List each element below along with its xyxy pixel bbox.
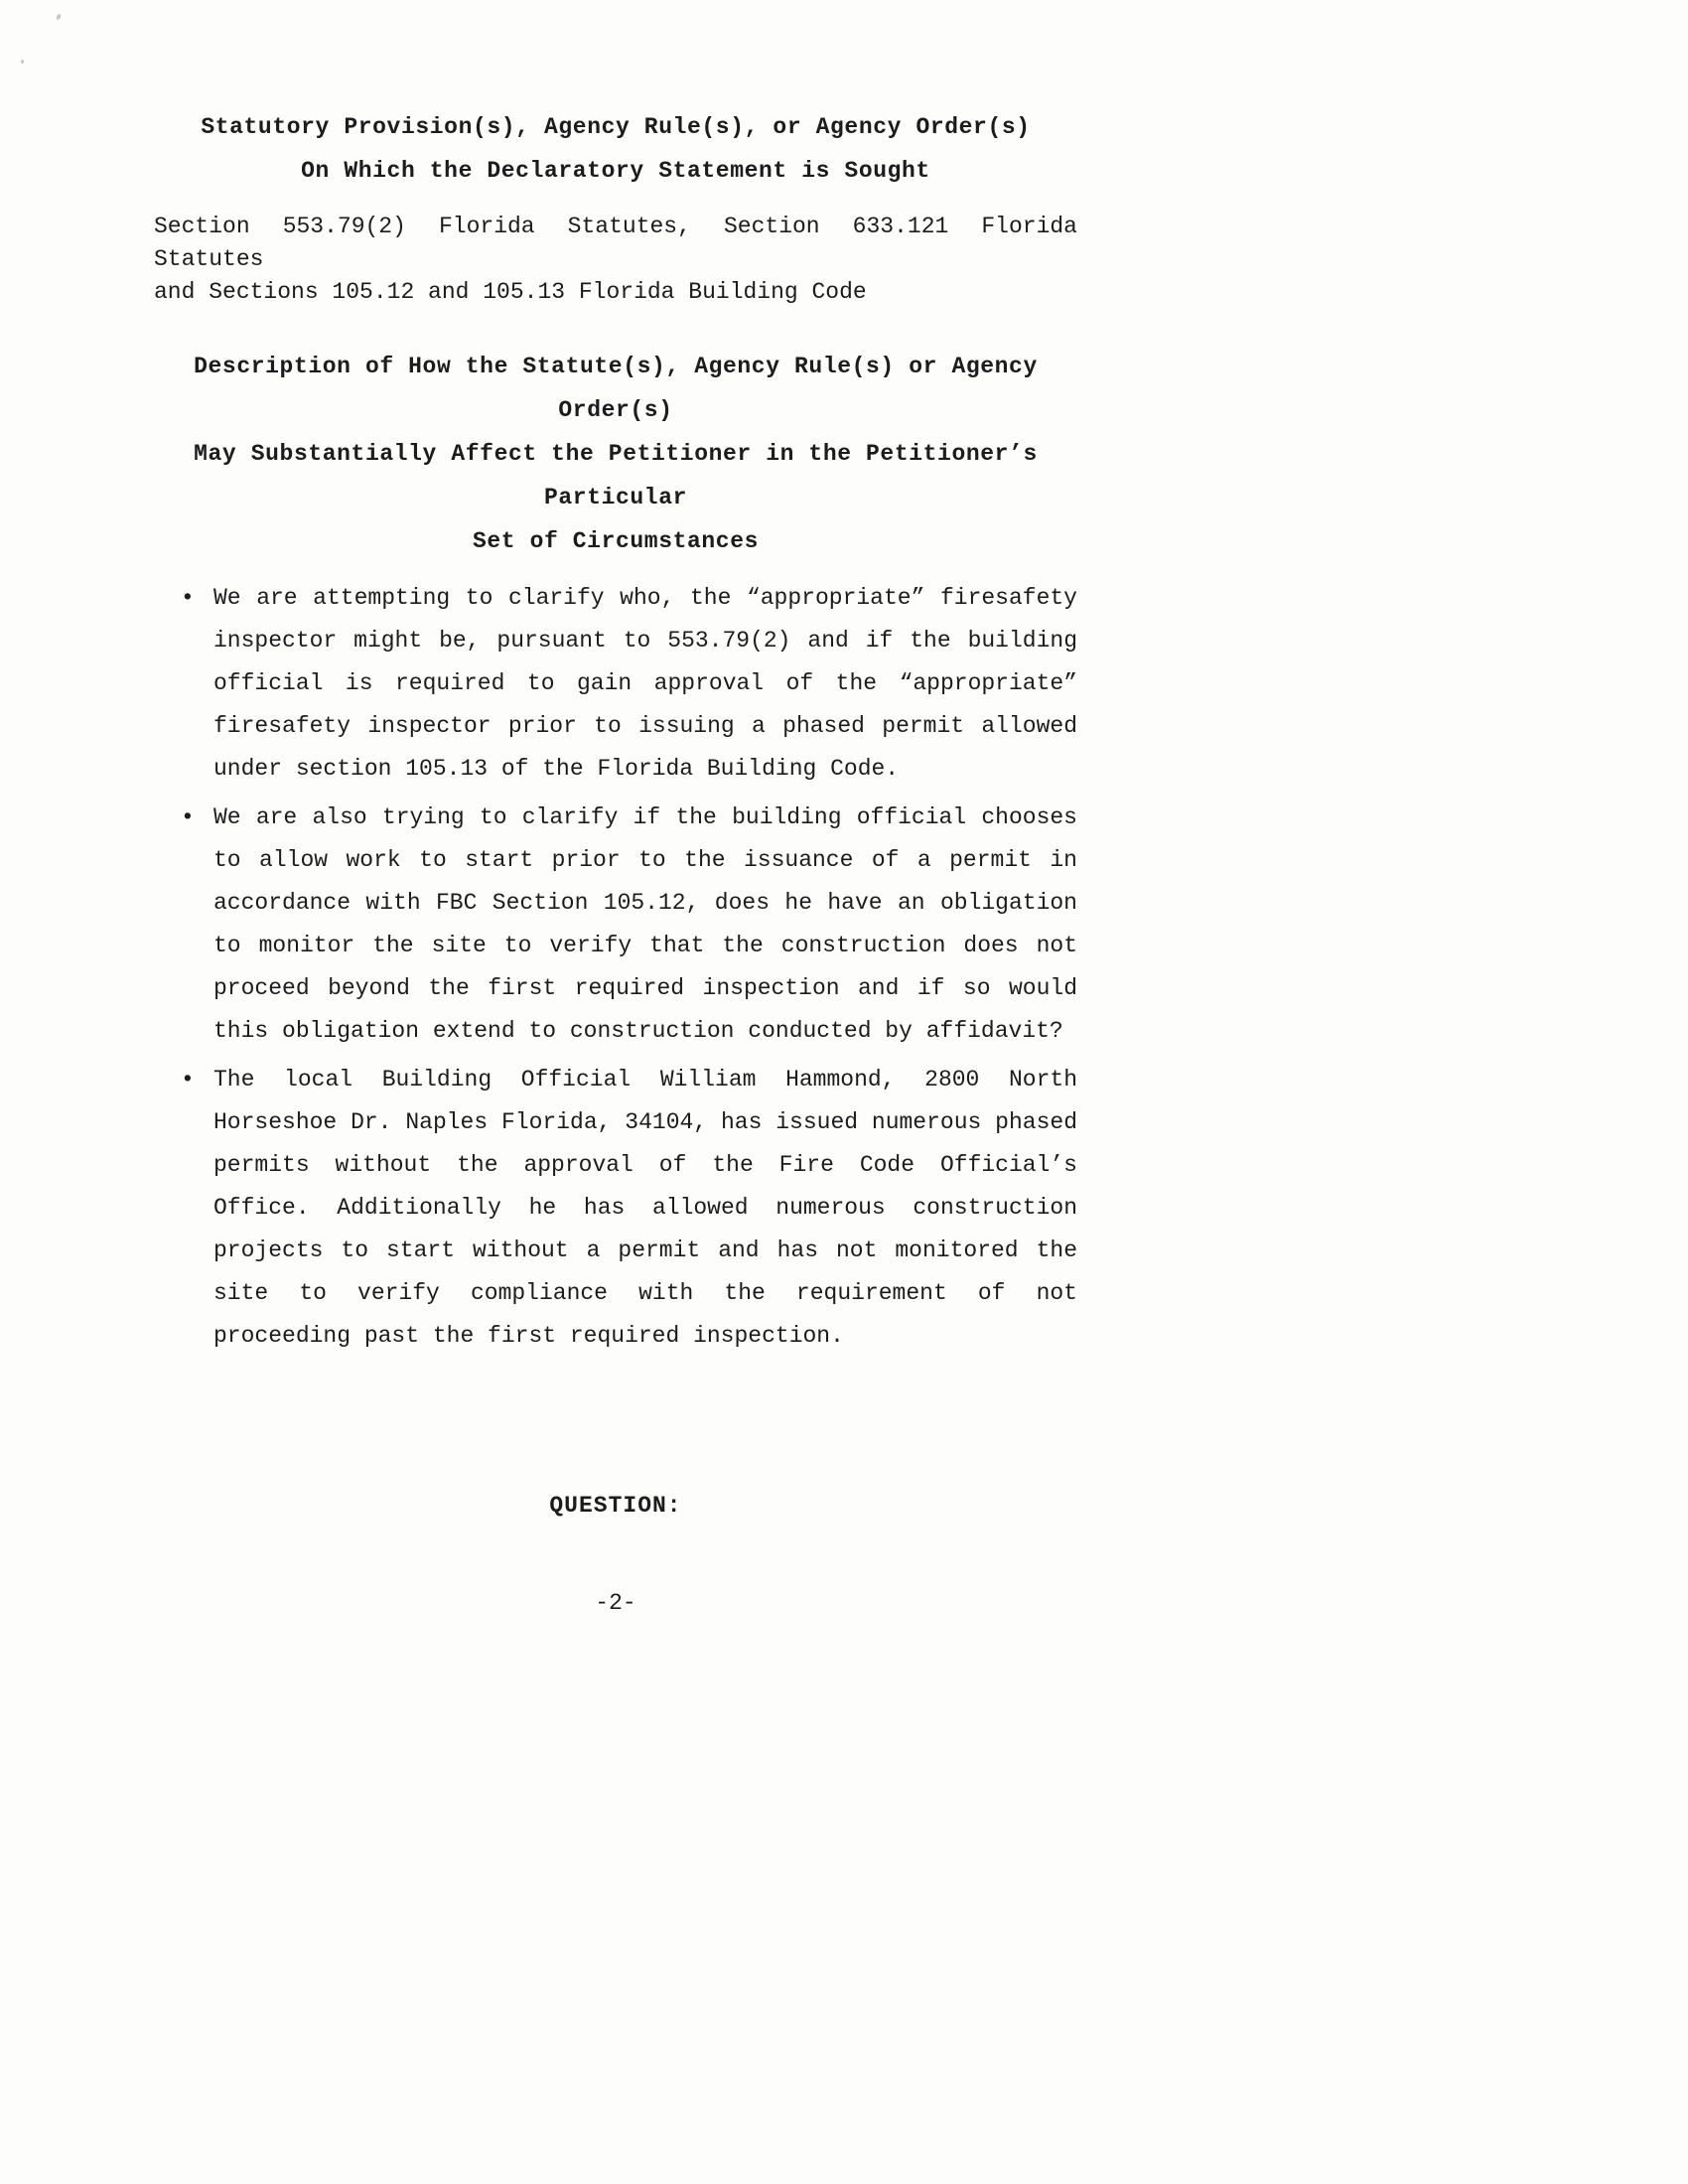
document-content	[154, 105, 1077, 1616]
heading-line: On Which the Declaratory Statement is Sought	[301, 158, 930, 184]
bullet-item: • We are also trying to clarify if the building official chooses to allow work to start prior to the issuance of a permit in accordance with FBC Section 105.12, does he have an obligation to monitor the site to verify that the construction does not proceed beyond the first required inspection and if so would this obligation extend to construction conducted by affidavit?	[154, 797, 1077, 1053]
page-number: -2-	[595, 1590, 636, 1616]
question-label: QUESTION:	[549, 1493, 682, 1519]
heading-line: Set of Circumstances	[472, 528, 760, 554]
statutes-paragraph-line: Section 553.79(2) Florida Statutes, Section 633.121 Florida Statutes	[154, 214, 1077, 272]
scan-artifact	[56, 13, 62, 20]
section-heading-description	[154, 345, 1077, 563]
section-heading-statutory-provisions	[154, 105, 1077, 193]
bullet-list	[154, 577, 1077, 1358]
heading-line: May Substantially Affect the Petitioner in the Petitioner’s Particular	[194, 441, 1038, 510]
bullet-item: • We are attempting to clarify who, the “appropriate” firesafety inspector might be, pursuant to 553.79(2) and if the building official is required to gain approval of the “appropriate” firesafety inspector prior to issuing a phased permit allowed under section 105.13 of the Florida Building Code.	[154, 577, 1077, 791]
scan-artifact	[21, 60, 24, 64]
heading-line: Statutory Provision(s), Agency Rule(s), or Agency Order(s)	[201, 114, 1031, 140]
statutes-paragraph	[154, 211, 1077, 309]
bullet-item: • The local Building Official William Hammond, 2800 North Horseshoe Dr. Naples Florida, 34104, has issued numerous phased permits without the approval of the Fire Code Official’s Office. Additionally he has allowed numerous construction projects to start without a permit and has not monitored the site to verify compliance with the requirement of not proceeding past the first required inspection.	[154, 1059, 1077, 1358]
statutes-paragraph-line: and Sections 105.12 and 105.13 Florida Building Code	[154, 279, 867, 305]
heading-line: Description of How the Statute(s), Agency Rule(s) or Agency Order(s)	[194, 354, 1038, 423]
